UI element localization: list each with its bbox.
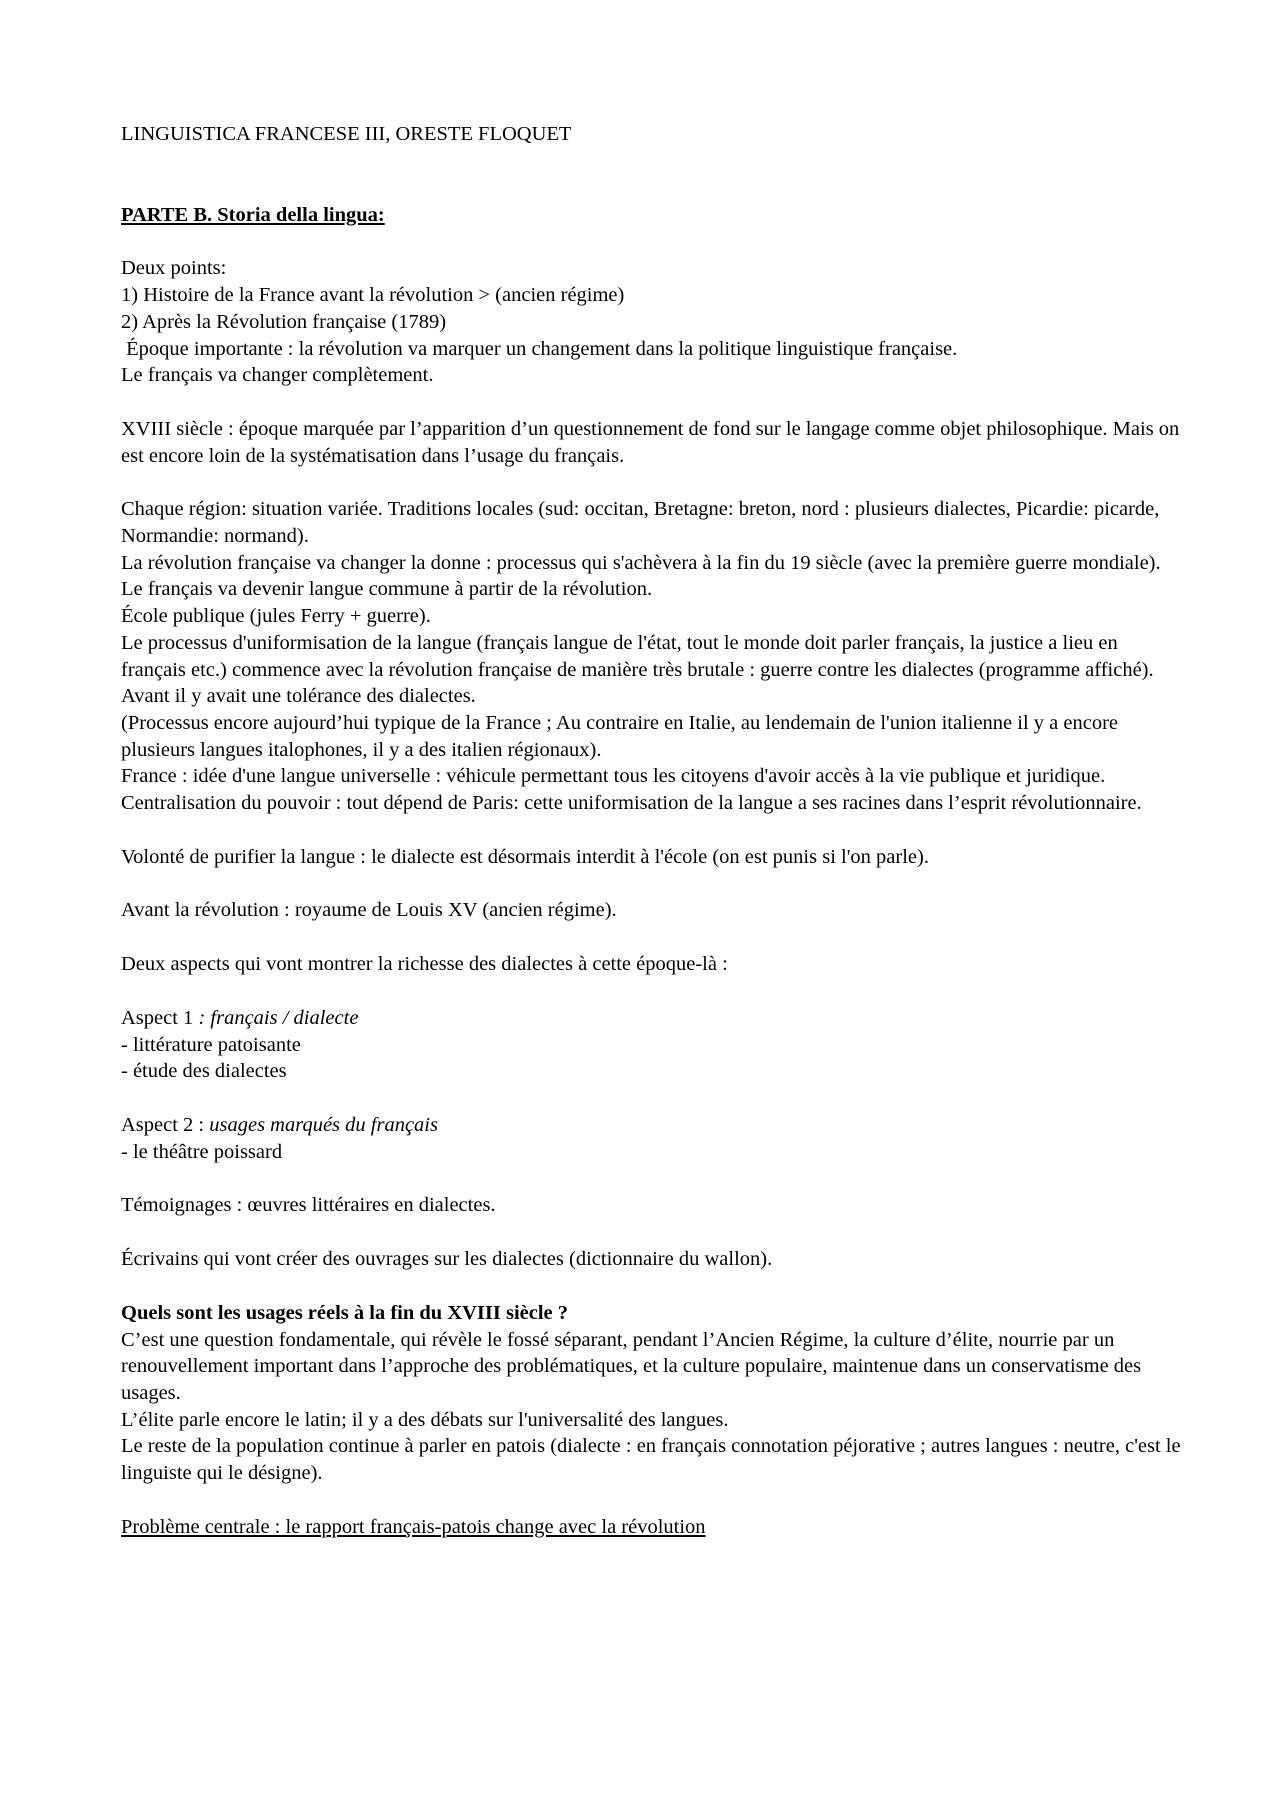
document-body xyxy=(121,121,1181,1540)
paragraph-italy: (Processus encore aujourd’hui typique de la France ; Au contraire en Italie, au lendemain de l'union italienne il y a encore plusieurs langues italophones, il y a des italien régionaux). xyxy=(121,711,1119,761)
paragraph-common-language: Le français va devenir langue commune à partir de la révolution. xyxy=(121,578,653,601)
paragraph-testimonies: Témoignages : œuvres littéraires en dialectes. xyxy=(121,1194,496,1217)
aspect-1-item: - littérature patoisante xyxy=(121,1033,301,1056)
paragraph-uniformisation: Le processus d'uniformisation de la langue (français langue de l'état, tout le monde doit parler français, la justice a lieu en français etc.) commence avec la révolution française de manière très brutale : guerre contre les dialectes (programme affiché). xyxy=(121,631,1154,681)
paragraph-xviii: XVIII siècle : époque marquée par l’apparition d’un questionnement de fond sur le langage comme objet philosophique. Mais on est encore loin de la systématisation dans l’usage du français. xyxy=(121,417,1180,467)
aspect-2-heading xyxy=(121,1112,1181,1139)
aspect-1-label: Aspect 1 xyxy=(121,1006,199,1029)
intro-line: Époque importante : la révolution va marquer un changement dans la politique linguistique française. xyxy=(121,337,958,360)
paragraph-two-aspects: Deux aspects qui vont montrer la richesse des dialectes à cette époque-là : xyxy=(121,953,728,976)
usages-elite: L’élite parle encore le latin; il y a des débats sur l'universalité des langues. xyxy=(121,1408,729,1431)
intro-line: 2) Après la Révolution française (1789) xyxy=(121,310,447,333)
usages-population: Le reste de la population continue à parler en patois (dialecte : en français connotation péjorative ; autres langues : neutre, c'est le linguiste qui le désigne). xyxy=(121,1435,1181,1485)
intro-line: Deux points: xyxy=(121,257,227,280)
paragraph-centralisation: Centralisation du pouvoir : tout dépend de Paris: cette uniformisation de la langue a ses racines dans l’esprit révolutionnaire. xyxy=(121,792,1142,815)
paragraph-regions: Chaque région: situation variée. Traditions locales (sud: occitan, Bretagne: breton, nord : plusieurs dialectes, Picardie: picarde, Normandie: normand). xyxy=(121,498,1160,548)
section-heading: PARTE B. Storia della lingua: xyxy=(121,203,385,226)
central-problem xyxy=(121,1514,1181,1541)
aspect-1-item: - étude des dialectes xyxy=(121,1060,287,1083)
paragraph-revolution: La révolution française va changer la donne : processus qui s'achèvera à la fin du 19 siècle (avec la première guerre mondiale). xyxy=(121,551,1161,574)
aspect-2-label: Aspect 2 : xyxy=(121,1113,210,1136)
intro-line: 1) Histoire de la France avant la révolution > (ancien régime) xyxy=(121,284,625,307)
paragraph-universal-language: France : idée d'une langue universelle : véhicule permettant tous les citoyens d'avoir accès à la vie publique et juridique. xyxy=(121,765,1106,788)
central-problem-text: Problème centrale : le rapport français-patois change avec la révolution xyxy=(121,1515,706,1538)
aspect-2-item: - le théâtre poissard xyxy=(121,1140,283,1163)
document-title: LINGUISTICA FRANCESE III, ORESTE FLOQUET xyxy=(121,123,572,145)
aspect-1-title: : français / dialecte xyxy=(198,1006,359,1029)
paragraph-tolerance: Avant il y avait une tolérance des dialectes. xyxy=(121,685,476,708)
intro-line: Le français va changer complètement. xyxy=(121,364,434,387)
paragraph-purify: Volonté de purifier la langue : le dialecte est désormais interdit à l'école (on est punis si l'on parle). xyxy=(121,845,929,868)
paragraph-writers: Écrivains qui vont créer des ouvrages sur les dialectes (dictionnaire du wallon). xyxy=(121,1248,773,1271)
paragraph-public-school: École publique (jules Ferry + guerre). xyxy=(121,605,431,628)
usages-paragraph: C’est une question fondamentale, qui révèle le fossé séparant, pendant l’Ancien Régime, la culture d’élite, nourrie par un renouvellement important dans l’approche des problématiques, et la culture populaire, maintenue dans un conservatisme des usages. xyxy=(121,1328,1142,1404)
usages-heading: Quels sont les usages réels à la fin du XVIII siècle ? xyxy=(121,1301,569,1324)
aspect-2-title: usages marqués du français xyxy=(209,1113,438,1136)
paragraph-before-revolution: Avant la révolution : royaume de Louis XV (ancien régime). xyxy=(121,899,617,922)
aspect-1-heading xyxy=(121,1005,1181,1032)
